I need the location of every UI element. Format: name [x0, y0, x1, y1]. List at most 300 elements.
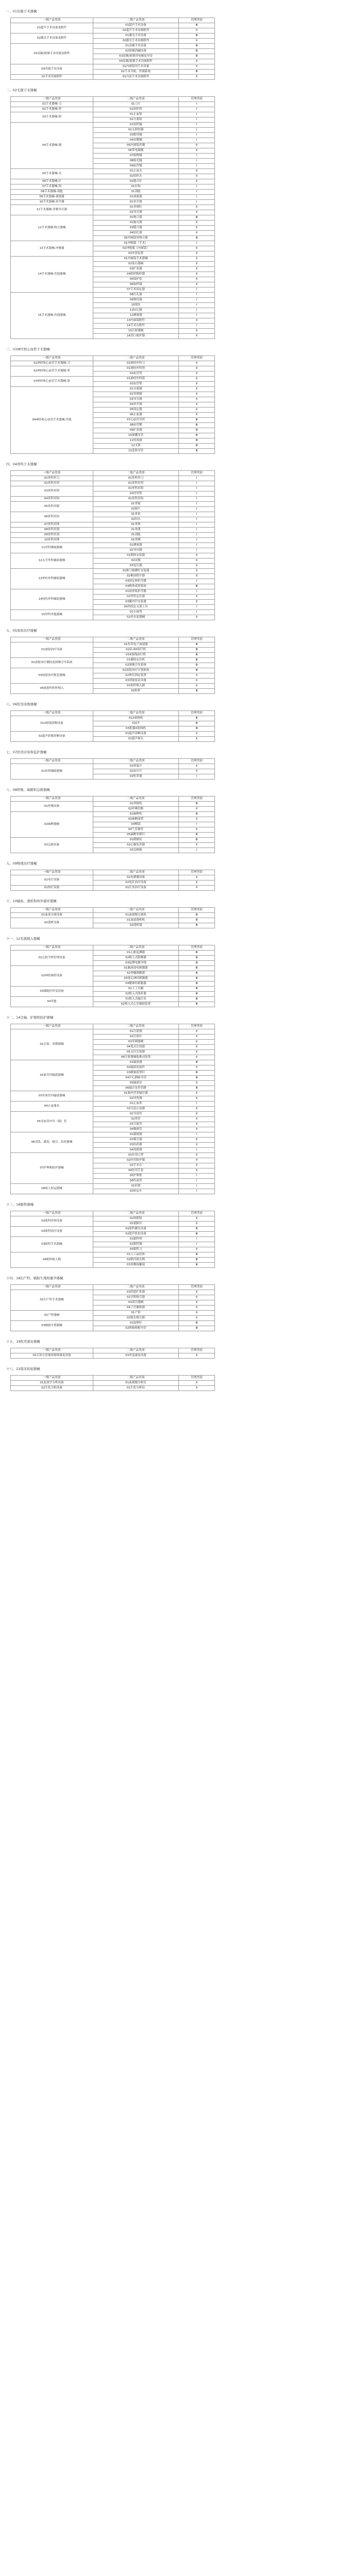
level2-category: 02血压计 [93, 769, 179, 774]
management-class: Ⅲ [179, 653, 215, 658]
level2-category: 02血管剪 [93, 371, 179, 377]
level2-category: 01牵开器 [93, 200, 179, 205]
table-row [11, 987, 215, 992]
level2-category: 06止血器 [93, 413, 179, 418]
header-class: 管理类别 [179, 1285, 215, 1290]
table-row [11, 966, 215, 971]
table-row [11, 366, 215, 371]
section-gap [6, 1359, 343, 1363]
table-row [11, 361, 215, 366]
management-class: Ⅱ [179, 1127, 215, 1132]
management-class: Ⅲ [179, 1258, 215, 1263]
table-row [11, 1060, 215, 1065]
level2-category: 01生化分析仪 [93, 1386, 179, 1391]
level2-category: 09推结器 [93, 298, 179, 303]
level1-category: 01骨科用刀 [11, 476, 93, 481]
section-gap [6, 1331, 343, 1335]
section [6, 5, 343, 84]
section [6, 895, 343, 933]
table-row [11, 502, 215, 507]
management-class: Ⅰ [179, 154, 215, 159]
level2-category: 01体温计 [93, 764, 179, 769]
table-row [11, 838, 215, 843]
category-table [10, 96, 215, 339]
section-gap [6, 80, 343, 84]
management-class: Ⅲ [179, 812, 215, 817]
management-class: Ⅲ [179, 726, 215, 732]
level2-category: 05保护套 [93, 277, 179, 282]
level2-category: 01骨锯 [93, 502, 179, 507]
table-row [11, 1386, 215, 1391]
management-class: Ⅲ [179, 961, 215, 966]
level2-category: 01导尿管 [93, 1112, 179, 1117]
management-class: Ⅲ [179, 236, 215, 241]
management-class: Ⅱ [179, 1081, 215, 1086]
management-class: Ⅲ [179, 716, 215, 721]
table-row [11, 668, 215, 673]
level1-category: 01呼吸设备 [11, 802, 93, 812]
header-level2: 二级产品类别 [93, 759, 179, 764]
management-class: Ⅱ [179, 1029, 215, 1035]
level2-category: 02试模 [93, 558, 179, 564]
level2-category: 01电刺激设备 [93, 875, 179, 880]
management-class: Ⅲ [179, 49, 215, 54]
level2-category: 08血管鞘 [93, 423, 179, 428]
management-class: Ⅲ [179, 70, 215, 75]
section [6, 933, 343, 1011]
management-class: Ⅲ [179, 951, 215, 956]
management-class: Ⅲ [179, 987, 215, 992]
category-table [10, 945, 215, 1007]
level2-category: 02注射针 [93, 1035, 179, 1040]
management-class: Ⅱ [179, 262, 215, 267]
management-class: Ⅰ [179, 195, 215, 200]
management-class: Ⅲ [179, 689, 215, 694]
section-gap [6, 853, 343, 857]
table-row [11, 589, 215, 595]
header-level1: 一级产品类别 [11, 1024, 93, 1029]
level2-category: 02麻醉面罩 [93, 817, 179, 822]
level1-category: 02麻醉器械 [11, 812, 93, 838]
level1-category: 08病人转运器械 [11, 1184, 93, 1194]
level2-category: 01内窥镜用手术设备 [93, 64, 179, 70]
management-class: Ⅱ [179, 737, 215, 742]
table-row [11, 1290, 215, 1295]
header-class: 管理类别 [179, 1376, 215, 1381]
management-class: Ⅱ [179, 1055, 215, 1060]
table-row [11, 215, 215, 221]
table-row [11, 538, 215, 543]
header-level2: 二级产品类别 [93, 1285, 179, 1290]
level1-category: 06手术器械-针 [11, 179, 93, 184]
level1-category: 14创伤外科辅助器械 [11, 589, 93, 610]
section [6, 698, 343, 746]
level2-category: 01呼吸机 [93, 802, 179, 807]
level2-category: 02裂隙灯 [93, 1222, 179, 1227]
management-class: Ⅱ [179, 1153, 215, 1158]
level2-category: 02无损伤镊 [93, 128, 179, 133]
management-class: Ⅰ [179, 548, 215, 553]
management-class: Ⅱ [179, 1290, 215, 1295]
level2-category: 04结扎器 [93, 231, 179, 236]
category-table [10, 637, 215, 694]
header-level1: 一级产品类别 [11, 18, 93, 23]
level2-category: 01超声诊断设备 [93, 732, 179, 737]
section [6, 1198, 343, 1272]
management-class: Ⅰ [179, 589, 215, 595]
header-level2: 二级产品类别 [93, 97, 179, 102]
level2-category: 01冷冻手术设备附件 [93, 75, 179, 80]
level2-category: 06约束带 [93, 1179, 179, 1184]
table-header-row [11, 1348, 215, 1353]
level2-category: 04洗眼器 [93, 1148, 179, 1153]
level1-category: 12关节外科辅助器械 [11, 553, 93, 569]
level2-category: 01超声手术设备 [93, 23, 179, 28]
level1-category: 01放射治疗设备 [11, 642, 93, 658]
level1-category: 02生化分析设备 [11, 1386, 93, 1391]
header-level1: 一级产品类别 [11, 870, 93, 875]
management-class: Ⅲ [179, 642, 215, 648]
level1-category: 04其他 [11, 997, 93, 1007]
section [6, 1335, 343, 1363]
level2-category: 03手术衣 [93, 1163, 179, 1168]
level2-category: 05内窥镜用吻合器 [93, 236, 179, 241]
table-row [11, 75, 215, 80]
level1-category: 02手术器械-剪 [11, 107, 93, 112]
management-class: Ⅱ [179, 732, 215, 737]
management-class: Ⅲ [179, 444, 215, 449]
table-header-row [11, 1211, 215, 1216]
level2-category: 02眼科镊 [93, 1242, 179, 1247]
level1-category: 07手术器械-钩 [11, 184, 93, 190]
level2-category: 01吻合器 [93, 215, 179, 221]
level2-category: 02穿刺器 [93, 392, 179, 397]
management-class: Ⅱ [179, 205, 215, 210]
management-class: Ⅲ [179, 1071, 215, 1076]
level1-category: 03神经和心血管手术器械-钳 [11, 377, 93, 387]
level1-category: 02热疗设备 [11, 886, 93, 891]
management-class: Ⅱ [179, 143, 215, 148]
level2-category: 02椎间撑开器 [93, 574, 179, 579]
management-class: Ⅲ [179, 1002, 215, 1007]
management-class: Ⅲ [179, 971, 215, 976]
level2-category: 02电针治疗设备 [93, 880, 179, 886]
management-class: Ⅱ [179, 267, 215, 272]
level2-category: 03剂量验证设备 [93, 679, 179, 684]
header-level1: 一级产品类别 [11, 1211, 93, 1216]
level2-category: 02CT [93, 721, 179, 726]
level1-category: 07护理和防护器械 [11, 1153, 93, 1184]
management-class: Ⅲ [179, 44, 215, 49]
level1-category: 01眼科诊察设备 [11, 1216, 93, 1227]
level2-category: 03复位器 [93, 564, 179, 569]
management-class: Ⅲ [179, 648, 215, 653]
management-class: Ⅰ [179, 481, 215, 486]
management-class: Ⅲ [179, 1060, 215, 1065]
level2-category: 03眼科刀 [93, 1247, 179, 1252]
section-title: 七、07医用诊察和监护器械 [6, 750, 47, 754]
management-class: Ⅱ [179, 843, 215, 848]
section-title: 十一、12有源植入器械 [6, 937, 40, 941]
level2-category: 02压迫止血器 [93, 1107, 179, 1112]
header-level1: 一级产品类别 [11, 97, 93, 102]
section-gap [6, 1268, 343, 1272]
level2-category: 01刀片 [93, 102, 179, 107]
level2-category: 11标记器 [93, 308, 179, 313]
table-row [11, 377, 215, 382]
level1-category: 02放射治疗模拟及图像引导系统 [11, 658, 93, 668]
level1-category: 02血管内输液器械 [11, 1060, 93, 1091]
table-row [11, 533, 215, 538]
level2-category: 04外固定支架工具 [93, 605, 179, 610]
section-title: 十六、22临床检验器械 [6, 1367, 40, 1371]
header-level1: 一级产品类别 [11, 1285, 93, 1290]
management-class: Ⅱ [179, 1381, 215, 1386]
level1-category: 09其他手术设备 [11, 64, 93, 75]
category-table [10, 907, 215, 928]
section-title: 十二、14注输、护理和防护器械 [6, 1015, 54, 1020]
level1-category: 02眼科治疗设备 [11, 1227, 93, 1237]
level1-category: 03放射治疗配套器械 [11, 668, 93, 684]
management-class: Ⅲ [179, 956, 215, 961]
management-class: Ⅲ [179, 981, 215, 987]
level2-category: 07心血管导丝 [93, 418, 179, 423]
management-class: Ⅰ [179, 133, 215, 138]
category-table [10, 355, 215, 454]
management-class: Ⅱ [179, 1300, 215, 1306]
section-gap [6, 928, 343, 933]
table-header-row [11, 471, 215, 476]
level2-category: 03缝合器 [93, 226, 179, 231]
level2-category: 03迷走神经刺激器 [93, 976, 179, 981]
table-row [11, 1091, 215, 1096]
level1-category: 15手术器械-其他器械 [11, 293, 93, 339]
level2-category: 04医用手套 [93, 1168, 179, 1174]
level1-category: 03急救设备 [11, 838, 93, 853]
level1-category: 06清洗、灌洗、吸引、给药器械 [11, 1132, 93, 1153]
level2-category: 08打孔器 [93, 293, 179, 298]
level1-category: 13手术器械-冲吸器 [11, 241, 93, 257]
level2-category: 01止血带 [93, 1101, 179, 1107]
level1-category: 11手术器械-穿刺导引器 [11, 205, 93, 215]
table-row [11, 1112, 215, 1117]
table-row [11, 812, 215, 817]
management-class: Ⅱ [179, 769, 215, 774]
table-row [11, 522, 215, 528]
level2-category: 04组织粉碎器 [93, 272, 179, 277]
table-row [11, 1132, 215, 1138]
level2-category: 02超声乳化设备 [93, 1232, 179, 1237]
level2-category: 09血管镊 [93, 164, 179, 169]
header-level2: 二级产品类别 [93, 1211, 179, 1216]
management-class: Ⅱ [179, 1107, 215, 1112]
section [6, 857, 343, 895]
level2-category: 01血细胞分离机 [93, 913, 179, 918]
section-gap [6, 779, 343, 784]
table-header-row [11, 759, 215, 764]
level1-category: 01认知言语视听障碍康复设备 [11, 1353, 93, 1359]
management-class: Ⅲ [179, 584, 215, 589]
level2-category: 10球囊导管 [93, 433, 179, 438]
table-row [11, 1216, 215, 1222]
management-class: Ⅱ [179, 334, 215, 339]
level2-category: 04吸痰管 [93, 1127, 179, 1132]
management-class: Ⅱ [179, 371, 215, 377]
table-row [11, 1184, 215, 1189]
level2-category: 04笔式注射器 [93, 1045, 179, 1050]
level2-category: 02冲吸器（内窥镜） [93, 246, 179, 251]
level2-category: 01眼科剪 [93, 1237, 179, 1242]
level1-category: 03眼科手术器械 [11, 1237, 93, 1252]
management-class: Ⅲ [179, 918, 215, 923]
section-gap [6, 620, 343, 624]
level1-category: 08骨科用凿 [11, 528, 93, 533]
table-row [11, 195, 215, 200]
section-title: 四、04骨科手术器械 [6, 462, 37, 466]
level2-category: 06注射器辅助推动装置 [93, 1055, 179, 1060]
level2-category: 01刮匙 [93, 190, 179, 195]
section [6, 1363, 343, 1395]
level2-category: 06取样器 [93, 282, 179, 287]
management-class: Ⅰ [179, 507, 215, 512]
header-level2: 二级产品类别 [93, 18, 179, 23]
management-class: Ⅱ [179, 764, 215, 769]
management-class: Ⅱ [179, 257, 215, 262]
header-level1: 一级产品类别 [11, 908, 93, 913]
level1-category: 04止血器具 [11, 1101, 93, 1112]
management-class: Ⅰ [179, 102, 215, 107]
level2-category: 01测量器 [93, 543, 179, 548]
management-class: Ⅱ [179, 1222, 215, 1227]
level1-category: 04手术器械-镊 [11, 123, 93, 169]
level2-category: 08拔毛镊 [93, 159, 179, 164]
table-header-row [11, 1285, 215, 1290]
level1-category: 01血液学分析设备 [11, 1381, 93, 1386]
section [6, 746, 343, 784]
header-level2: 二级产品类别 [93, 1348, 179, 1353]
level2-category: 02转运车 [93, 1189, 179, 1194]
level1-category: 09手术器械-剥离器 [11, 195, 93, 200]
level2-category: 03刮宫器械 [93, 1300, 179, 1306]
management-class: Ⅱ [179, 402, 215, 408]
category-table [10, 18, 215, 80]
header-level2: 二级产品类别 [93, 908, 179, 913]
table-row [11, 913, 215, 918]
management-class: Ⅰ [179, 497, 215, 502]
header-level2: 二级产品类别 [93, 796, 179, 802]
table-header-row [11, 945, 215, 951]
category-table [10, 1348, 215, 1359]
level1-category: 02激光手术设备及附件 [11, 33, 93, 44]
header-level1: 一级产品类别 [11, 471, 93, 476]
level2-category: 02骨水泥器械 [93, 615, 179, 620]
level2-category: 01检眼镜 [93, 1216, 179, 1222]
level2-category: 02锯片 [93, 507, 179, 512]
level2-category: 01血细胞分析仪 [93, 1381, 179, 1386]
management-class: Ⅱ [179, 553, 215, 558]
management-class: Ⅲ [179, 54, 215, 59]
header-level2: 二级产品类别 [93, 711, 179, 716]
management-class: Ⅱ [179, 382, 215, 387]
table-row [11, 997, 215, 1002]
management-class: Ⅰ [179, 774, 215, 779]
level2-category: 01冲吸器（手术） [93, 241, 179, 246]
management-class: Ⅰ [179, 1184, 215, 1189]
level2-category: 05麻醉穿刺针 [93, 833, 179, 838]
header-level2: 二级产品类别 [93, 1376, 179, 1381]
section-title: 二、02无源手术器械 [6, 88, 37, 92]
level2-category: 01红外治疗设备 [93, 886, 179, 891]
header-class: 管理类别 [179, 1211, 215, 1216]
table-row [11, 33, 215, 39]
management-class: Ⅰ [179, 159, 215, 164]
table-row [11, 1381, 215, 1386]
category-table [10, 470, 215, 620]
management-class: Ⅱ [179, 413, 215, 418]
management-class: Ⅱ [179, 366, 215, 371]
level2-category: 01肠内营养输注器 [93, 1091, 179, 1096]
level2-category: 02胃管 [93, 1117, 179, 1122]
management-class: Ⅱ [179, 210, 215, 215]
level1-category: 04放射性粒籽植入 [11, 684, 93, 694]
level1-category: 02神经调控设备 [11, 966, 93, 987]
level2-category: 03喉镜 [93, 822, 179, 827]
management-class: Ⅱ [179, 1045, 215, 1050]
management-class: Ⅰ [179, 303, 215, 308]
management-class: Ⅱ [179, 277, 215, 282]
level2-category: 01植入式输注泵 [93, 997, 179, 1002]
management-class: Ⅱ [179, 1295, 215, 1300]
level2-category: 01骨科用钩 [93, 497, 179, 502]
category-table [10, 1024, 215, 1194]
level2-category: 01心脏起搏器 [93, 951, 179, 956]
management-class: Ⅰ [179, 1242, 215, 1247]
table-row [11, 64, 215, 70]
management-class: Ⅲ [179, 423, 215, 428]
management-class: Ⅰ [179, 128, 215, 133]
management-class: Ⅰ [179, 293, 215, 298]
header-class: 管理类别 [179, 796, 215, 802]
level2-category: 02植入式心室辅助装置 [93, 1002, 179, 1007]
management-class: Ⅱ [179, 1168, 215, 1174]
level1-category: 05手术器械-夹 [11, 169, 93, 179]
management-class: Ⅲ [179, 833, 215, 838]
level2-category: 01输液器 [93, 1060, 179, 1065]
level2-category: 03髓内针安装器 [93, 600, 179, 605]
level1-category: 03辅助生殖器械 [11, 1321, 93, 1331]
table-row [11, 732, 215, 737]
level1-category: 01手术器械-刀 [11, 102, 93, 107]
management-class: Ⅱ [179, 397, 215, 402]
section [6, 458, 343, 624]
management-class: Ⅱ [179, 282, 215, 287]
management-class: Ⅰ [179, 1132, 215, 1138]
level2-category: 01骨锤 [93, 538, 179, 543]
header-class: 管理类别 [179, 759, 215, 764]
management-class: Ⅰ [179, 164, 215, 169]
level2-category: 01分离器 [93, 387, 179, 392]
management-class: Ⅱ [179, 1143, 215, 1148]
section-title: 十四、18妇产科、辅助生殖和避孕器械 [6, 1276, 63, 1280]
level1-category: 13脊柱外科辅助器械 [11, 569, 93, 589]
header-level1: 一级产品类别 [11, 1376, 93, 1381]
level2-category: 03导引器 [93, 397, 179, 402]
management-class: Ⅲ [179, 418, 215, 423]
section-gap [6, 339, 343, 343]
level2-category: 01X射线机 [93, 716, 179, 721]
management-class: Ⅱ [179, 1050, 215, 1055]
level2-category: 04显微镊 [93, 138, 179, 143]
